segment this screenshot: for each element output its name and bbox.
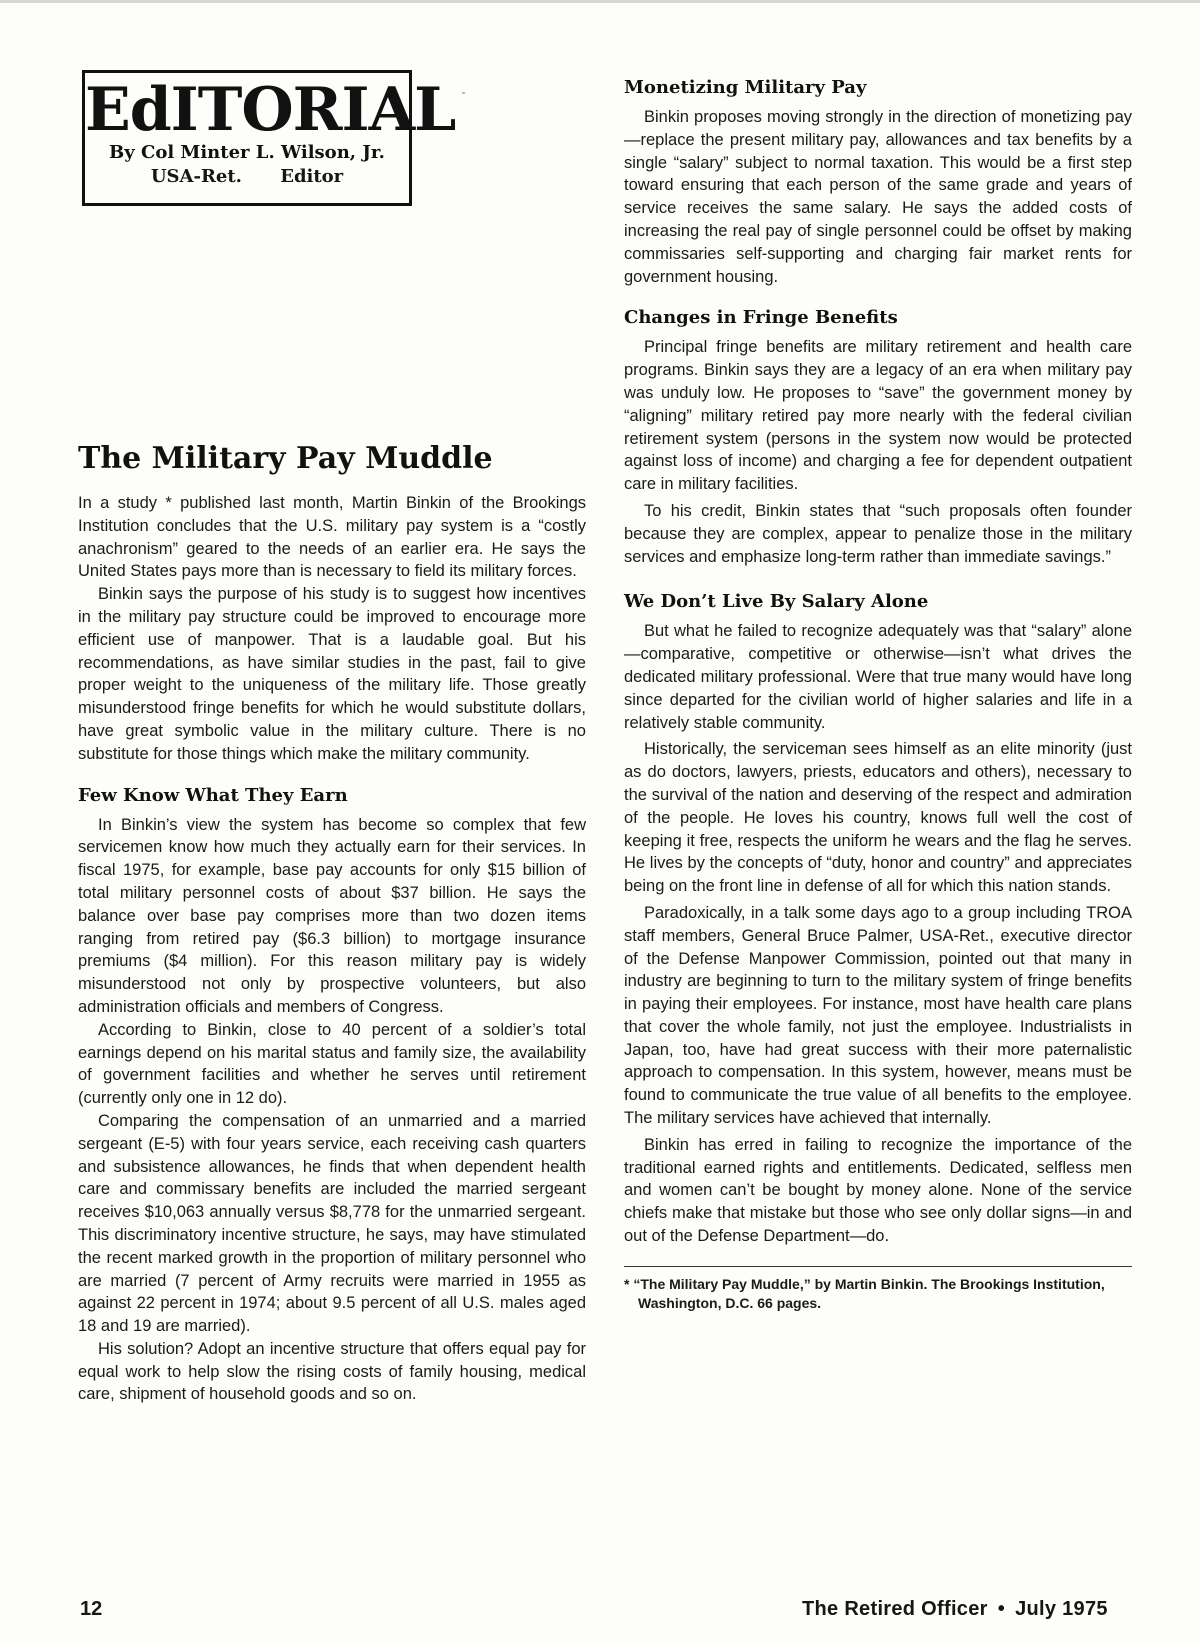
section-heading: Monetizing Military Pay (624, 77, 867, 98)
body-paragraph: But what he failed to recognize adequately was that “salary” alone—comparative, competitive or otherwise—isn’t what drives the dedicated military professional. Were that true many would have long since departed for the civilian world of higher salaries and life in a relatively stable community. (624, 622, 1132, 732)
body-paragraph: Binkin proposes moving strongly in the direction of monetizing pay—replace the present military pay, allowances and tax benefits by a single “salary” subject to normal taxation. This would be a first step toward ensuring that each person of the same grade and years of service receives the same salary. He says the added costs of increasing the real pay of single personnel could be offset by making commissaries self-supporting and charging fair market rents for government housing. (624, 108, 1132, 286)
intro-paragraph: In a study * published last month, Martin Binkin of the Brookings Institution concludes that the U.S. military pay system is a “costly anachronism” geared to the needs of an earlier era. He says the United States pays more than is necessary to field its military forces. (78, 494, 586, 581)
section-heading: Few Know What They Earn (78, 784, 348, 806)
page-top-edge (0, 0, 1200, 3)
publication-footer (802, 1598, 1108, 1621)
footnote: * “The Military Pay Muddle,” by Martin Binkin. The Brookings Institution, Washington, D.C. 66 pages. (624, 1275, 1105, 1311)
section-heading: Changes in Fringe Benefits (624, 307, 898, 329)
masthead-role-line (85, 165, 409, 189)
body-paragraph: Binkin has erred in failing to recognize the importance of the traditional earned rights and entitlements. Dedicated, selfless men and women can’t be bought by money alone. None of the service chiefs make that mistake but those who see only dollar signs—in and out of the Defense Department—do. (624, 1135, 1132, 1246)
body-paragraph: Principal fringe benefits are military retirement and health care programs. Binkin says they are a legacy of an era when military pay was unduly low. He proposes to “save” the government money by “aligning” military retired pay more nearly with the federal civilian retirement system (persons in the system now would be protected against loss of income) and charging a fee for dependent outpatient care in military facilities. (624, 338, 1132, 494)
article-title: The Military Pay Muddle (78, 441, 493, 476)
body-paragraph: Paradoxically, in a talk some days ago to a group including TROA staff members, General Bruce Palmer, USA-Ret., executive director of the Defense Manpower Commission, pointed out that many in industry are beginning to turn to the military system of fringe benefits in paying their employees. For instance, most have health care plans that cover the whole family, not just the employee. Industrialists in Japan, too, have had great success with their more paternalistic approach to compensation. In this system, however, means must be found to communicate the true value of all benefits to the employee. The military services have achieved that internally. (624, 903, 1132, 1128)
intro-paragraph: Binkin says the purpose of his study is to suggest how incentives in the military pay structure could be improved to encourage more efficient use of manpower. That is a laudable goal. But his recommendations, as have similar studies in the past, fail to give proper weight to the uniqueness of the military life. Those greatly misunderstood fringe benefits for which he would substitute dollars, have great symbolic value in the military culture. There is no substitute for those things which make the military community. (78, 585, 586, 763)
issue-date: July 1975 (1015, 1598, 1108, 1620)
print-speck (462, 92, 465, 94)
body-paragraph: Comparing the compensation of an unmarried and a married sergeant (E-5) with four years service, each receiving cash quarters and subsistence allowances, he finds that when dependent health care and commissary benefits are included the married sergeant receives $10,063 annually versus $8,778 for the unmarried sergeant. This discriminatory incentive structure, he says, may have stimulated the recent marked growth in the proportion of military personnel who are married (7 percent of Army recruits were married in 1955 as against 22 percent in 1974; about 9.5 percent of all U.S. males aged 18 and 19 are married). (78, 1111, 586, 1336)
footer-bullet: • (997, 1598, 1006, 1620)
page-number: 12 (80, 1598, 103, 1620)
body-paragraph: To his credit, Binkin states that “such proposals often founder because they are complex, appear to penalize those in the military services and emphasize long-term rather than immediate savings.” (624, 501, 1132, 566)
publication-name: The Retired Officer (802, 1598, 988, 1620)
right-column (624, 76, 1132, 1313)
masthead-role: Editor (280, 166, 344, 187)
masthead-title: EdITORIAL (85, 75, 456, 145)
body-paragraph: According to Binkin, close to 40 percent of a soldier’s total earnings depend on his marital status and family size, the availability of government facilities and whether he serves until retirement (currently only one in 12 do). (78, 1020, 586, 1108)
editorial-masthead (82, 70, 456, 206)
masthead-byline: By Col Minter L. Wilson, Jr. (109, 142, 385, 163)
body-paragraph: Historically, the serviceman sees himself as an elite minority (just as do doctors, lawyers, priests, educators and others), necessary to the survival of the nation and deserving of the respect and admiration of the people. He loves his country, knows full well the cost of keeping it free, respects the uniform he wears and the flag he serves. He lives by the concepts of “duty, honor and country” and appreciates being on the front line in defense of all for which this nation stands. (624, 740, 1132, 896)
footnote-divider (624, 1266, 1132, 1267)
body-paragraph: In Binkin’s view the system has become so complex that few servicemen know how much they actually earn for their services. In fiscal 1975, for example, base pay accounts for only $15 billion of total military personnel costs of about $37 billion. He says the balance over base pay comprises more than two dozen items ranging from retired pay ($6.3 billion) to mortgage insurance premiums ($4 million). For this reason military pay is widely misunderstood not only by prospective volunteers, but also administration officials and members of Congress. (78, 815, 586, 1016)
body-paragraph: His solution? Adopt an incentive structure that offers equal pay for equal work to help slow the rising costs of family housing, medical care, shipment of household goods and so on. (78, 1339, 586, 1404)
section-heading: We Don’t Live By Salary Alone (624, 591, 929, 613)
left-column (78, 440, 586, 1406)
masthead-rank: USA-Ret. (150, 166, 242, 187)
